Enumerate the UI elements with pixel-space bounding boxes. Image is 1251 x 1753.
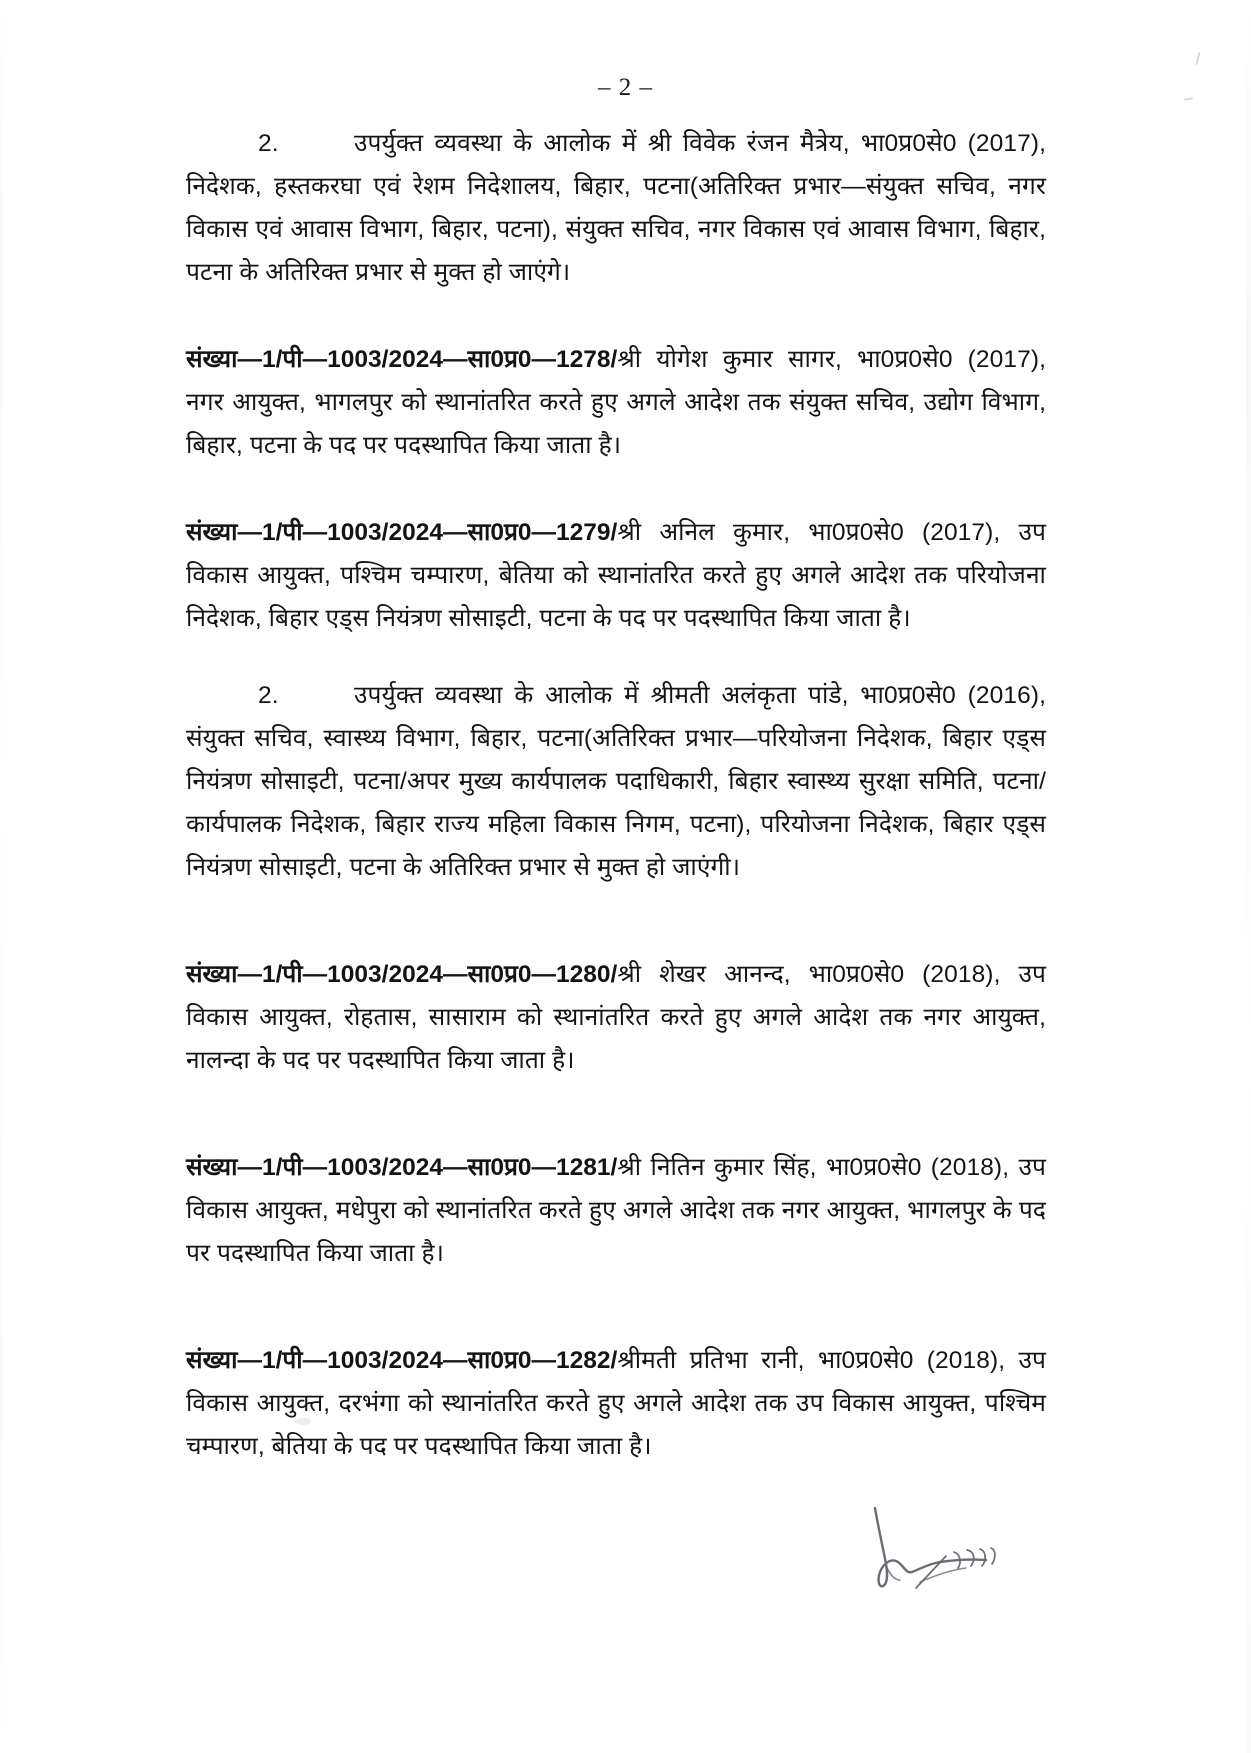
page-number: – 2 –: [598, 74, 653, 101]
order-paragraph-1279: [186, 511, 1046, 640]
clause-number: 2.: [258, 682, 279, 709]
scan-artifact-speck: [1195, 52, 1200, 65]
order-paragraph-1282: [186, 1339, 1046, 1468]
clause-paragraph-alankrita-pandey: [186, 674, 1046, 889]
clause-number: 2.: [258, 130, 279, 157]
order-number-1282: संख्या—1/पी—1003/2024—सा0प्र0—1282/: [186, 1347, 618, 1374]
order-number-1278: संख्या—1/पी—1003/2024—सा0प्र0—1278/: [186, 346, 618, 373]
clause-text: उपर्युक्त व्यवस्था के आलोक में श्रीमती अलंकृता पांडे, भा0प्र0से0 (2016), संयुक्त सचिव, स्वास्थ्य विभाग, बिहार, पटना(अतिरिक्त प्रभार—परियोजना निदेशक, बिहार एड्स नियंत्रण सोसाइटी, पटना/अपर मुख्य कार्यपालक पदाधिकारी, बिहार स्वास्थ्य सुरक्षा समिति, पटना/कार्यपालक निदेशक, बिहार राज्य महिला विकास निगम, पटना), परियोजना निदेशक, बिहार एड्स नियंत्रण सोसाइटी, पटना के अतिरिक्त प्रभार से मुक्त हो जाएंगी।: [186, 682, 1046, 881]
order-text-1278: श्री योगेश कुमार सागर, भा0प्र0से0 (2017), नगर आयुक्त, भागलपुर को स्थानांतरित करते हुए अगले आदेश तक संयुक्त सचिव, उद्योग विभाग, बिहार, पटना के पद पर पदस्थापित किया जाता है।: [186, 346, 1046, 459]
order-paragraph-1280: [186, 953, 1046, 1082]
clause-paragraph-vivek-ranjan-maitreya: [186, 122, 1046, 294]
clause-text: उपर्युक्त व्यवस्था के आलोक में श्री विवेक रंजन मैत्रेय, भा0प्र0से0 (2017), निदेशक, हस्तकरघा एवं रेशम निदेशालय, बिहार, पटना(अतिरिक्त प्रभार—संयुक्त सचिव, नगर विकास एवं आवास विभाग, बिहार, पटना), संयुक्त सचिव, नगर विकास एवं आवास विभाग, बिहार, पटना के अतिरिक्त प्रभार से मुक्त हो जाएंगे।: [186, 130, 1046, 286]
document-body: [186, 122, 1046, 1498]
order-paragraph-1281: [186, 1146, 1046, 1275]
order-number-1280: संख्या—1/पी—1003/2024—सा0प्र0—1280/: [186, 961, 618, 988]
scan-edge-right: [1246, 0, 1251, 1753]
order-text-1279: श्री अनिल कुमार, भा0प्र0से0 (2017), उप विकास आयुक्त, पश्चिम चम्पारण, बेतिया को स्थानांतरित करते हुए अगले आदेश तक परियोजना निदेशक, बिहार एड्स नियंत्रण सोसाइटी, पटना के पद पर पदस्थापित किया जाता है।: [186, 519, 1046, 632]
order-number-1279: संख्या—1/पी—1003/2024—सा0प्र0—1279/: [186, 519, 618, 546]
order-paragraph-1278: [186, 338, 1046, 467]
signature: [828, 1496, 1028, 1636]
order-text-1281: श्री नितिन कुमार सिंह, भा0प्र0से0 (2018), उप विकास आयुक्त, मधेपुरा को स्थानांतरित करते हुए अगले आदेश तक नगर आयुक्त, भागलपुर के पद पर पदस्थापित किया जाता है।: [186, 1154, 1046, 1267]
order-number-1281: संख्या—1/पी—1003/2024—सा0प्र0—1281/: [186, 1154, 618, 1181]
order-text-1280: श्री शेखर आनन्द, भा0प्र0से0 (2018), उप विकास आयुक्त, रोहतास, सासाराम को स्थानांतरित करते हुए अगले आदेश तक नगर आयुक्त, नालन्दा के पद पर पदस्थापित किया जाता है।: [186, 961, 1046, 1074]
order-text-1282: श्रीमती प्रतिभा रानी, भा0प्र0से0 (2018), उप विकास आयुक्त, दरभंगा को स्थानांतरित करते हुए अगले आदेश तक उप विकास आयुक्त, पश्चिम चम्पारण, बेतिया के पद पर पदस्थापित किया जाता है।: [186, 1347, 1046, 1460]
scan-edge-left: [0, 0, 3, 1753]
